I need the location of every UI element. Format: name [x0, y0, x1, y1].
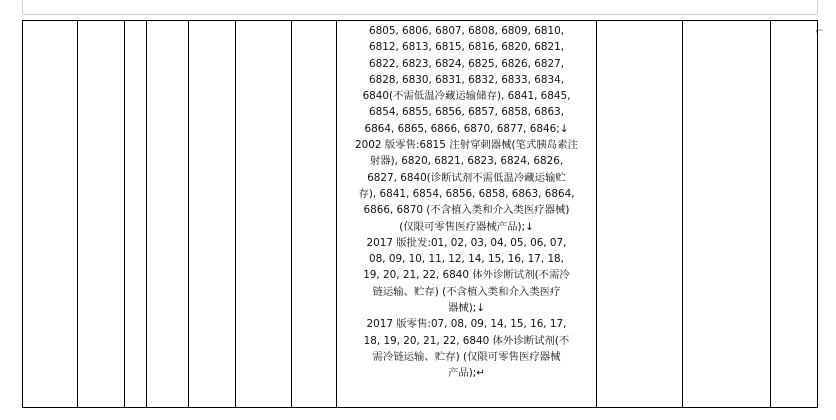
text-line: 08, 09, 10, 11, 12, 14, 15, 16, 17, 18, [369, 253, 564, 266]
table-row [23, 21, 818, 408]
table-cell-5 [189, 21, 236, 408]
text-line: 6854, 6855, 6856, 6857, 6858, 6863, [369, 106, 564, 119]
text-line: 6828, 6830, 6831, 6832, 6833, 6834, [369, 73, 564, 86]
text-line: 19, 20, 21, 22, 6840 体外诊断试剂(不需冷 [363, 269, 570, 282]
text-line: 存), 6841, 6854, 6856, 6858, 6863, 6864, [358, 187, 575, 200]
text-line: 器械);↓ [447, 302, 486, 315]
table-cell-9 [597, 21, 683, 408]
business-scope-cell[interactable] [337, 21, 597, 408]
table-cell-1 [23, 21, 78, 408]
text-line: 18, 19, 20, 21, 22, 6840 体外诊断试剂(不 [363, 334, 570, 347]
text-line: 6805, 6806, 6807, 6808, 6809, 6810, [369, 25, 564, 37]
table-cell-10 [683, 21, 771, 408]
table-cell-7 [292, 21, 337, 408]
text-line: 6840(不需低温冷藏运输储存), 6841, 6845, [362, 90, 571, 103]
text-line: 2002 版零售:6815 注射穿刺器械(笔式胰岛素注 [355, 139, 578, 152]
text-line: 6822, 6823, 6824, 6825, 6826, 6827, [369, 57, 564, 70]
text-line: 6864, 6865, 6866, 6870, 6877, 6846;↓ [364, 122, 569, 135]
document-table [22, 20, 818, 408]
text-line: 需冷链运输、贮存) (仅限可零售医疗器械 [372, 350, 561, 363]
text-line: 产品);↵ [447, 367, 486, 380]
text-line: 6866, 6870 (不含植入类和介入类医疗器械) [363, 204, 570, 217]
text-line: (仅限可零售医疗器械产品);↓ [399, 220, 534, 233]
table-cell-3 [125, 21, 147, 408]
page-top-border [22, 0, 818, 15]
text-line: 射器), 6820, 6821, 6823, 6824, 6826, [369, 155, 564, 168]
text-line: 6812, 6813, 6815, 6816, 6820, 6821, [369, 41, 564, 54]
table-cell-2 [78, 21, 125, 408]
table-cell-6 [236, 21, 292, 408]
table-cell-11 [771, 21, 818, 408]
table-cell-4 [147, 21, 189, 408]
text-line: 2017 版零售:07, 08, 09, 14, 15, 16, 17, [366, 318, 567, 331]
text-line: 2017 版批发:01, 02, 03, 04, 05, 06, 07, [366, 236, 567, 249]
text-cursor-marker: ⌐ [815, 26, 824, 37]
text-line: 6827, 6840(诊断试剂不需低温冷藏运输贮 [367, 171, 566, 184]
text-line: 链运输、贮存) (不含植入类和介入类医疗 [372, 285, 561, 298]
